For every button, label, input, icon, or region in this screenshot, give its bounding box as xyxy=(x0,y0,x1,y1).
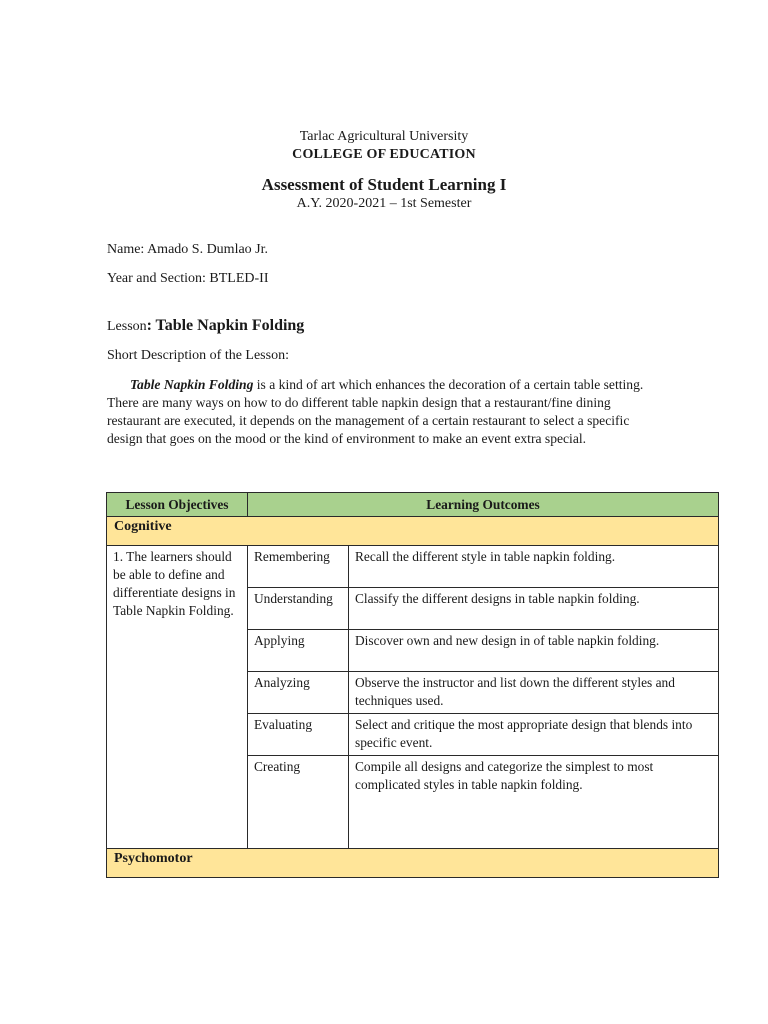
level-cell: Analyzing xyxy=(248,672,349,714)
university-name: Tarlac Agricultural University xyxy=(299,129,469,144)
objectives-table xyxy=(106,492,719,878)
section-row-psychomotor xyxy=(107,849,719,878)
outcome-cell: Recall the different style in table napkin folding. xyxy=(349,546,719,588)
document-title: Assessment of Student Learning I xyxy=(261,175,507,194)
name-value: Amado S. Dumlao Jr. xyxy=(147,242,269,257)
lesson-colon: : xyxy=(146,317,152,334)
table-header-row xyxy=(107,493,719,517)
name-field xyxy=(107,242,268,258)
lesson-field xyxy=(107,317,304,335)
year-section-label: Year and Section: xyxy=(107,271,206,286)
outcome-cell: Observe the instructor and list down the different styles and techniques used. xyxy=(349,672,719,714)
header-lesson-objectives: Lesson Objectives xyxy=(107,493,248,517)
level-cell: Creating xyxy=(248,756,349,849)
outcome-cell: Discover own and new design in of table napkin folding. xyxy=(349,630,719,672)
short-description-label: Short Description of the Lesson: xyxy=(107,348,289,363)
level-cell: Understanding xyxy=(248,588,349,630)
header-learning-outcomes: Learning Outcomes xyxy=(248,493,719,517)
section-psychomotor: Psychomotor xyxy=(107,849,719,878)
lesson-label: Lesson xyxy=(107,319,147,334)
year-section-value: BTLED-II xyxy=(209,271,269,286)
year-section-field xyxy=(107,271,269,287)
description-text: is a kind of art which enhances the decoration of a certain table setting. There are many ways on how to do different table napkin design that a restaurant/fine dining restaurant are executed, it depends on the management of a certain restaurant to select a specific design that goes on the mood or the kind of environment to make an event extra special. xyxy=(107,377,644,446)
outcome-cell: Compile all designs and categorize the simplest to most complicated styles in table napkin folding. xyxy=(349,756,719,849)
outcome-cell: Classify the different designs in table napkin folding. xyxy=(349,588,719,630)
outcome-cell: Select and critique the most appropriate design that blends into specific event. xyxy=(349,714,719,756)
college-name: COLLEGE OF EDUCATION xyxy=(292,147,476,162)
objective-cell: 1. The learners should be able to define and differentiate designs in Table Napkin Folding. xyxy=(107,546,248,849)
level-cell: Evaluating xyxy=(248,714,349,756)
level-cell: Applying xyxy=(248,630,349,672)
name-label: Name: xyxy=(107,242,145,257)
lesson-value: Table Napkin Folding xyxy=(155,317,305,334)
level-cell: Remembering xyxy=(248,546,349,588)
lesson-description xyxy=(107,376,665,448)
table-row xyxy=(107,546,719,588)
section-row-cognitive xyxy=(107,517,719,546)
academic-year: A.Y. 2020-2021 – 1st Semester xyxy=(296,196,472,211)
description-lead: Table Napkin Folding xyxy=(130,377,254,392)
section-cognitive: Cognitive xyxy=(107,517,719,546)
